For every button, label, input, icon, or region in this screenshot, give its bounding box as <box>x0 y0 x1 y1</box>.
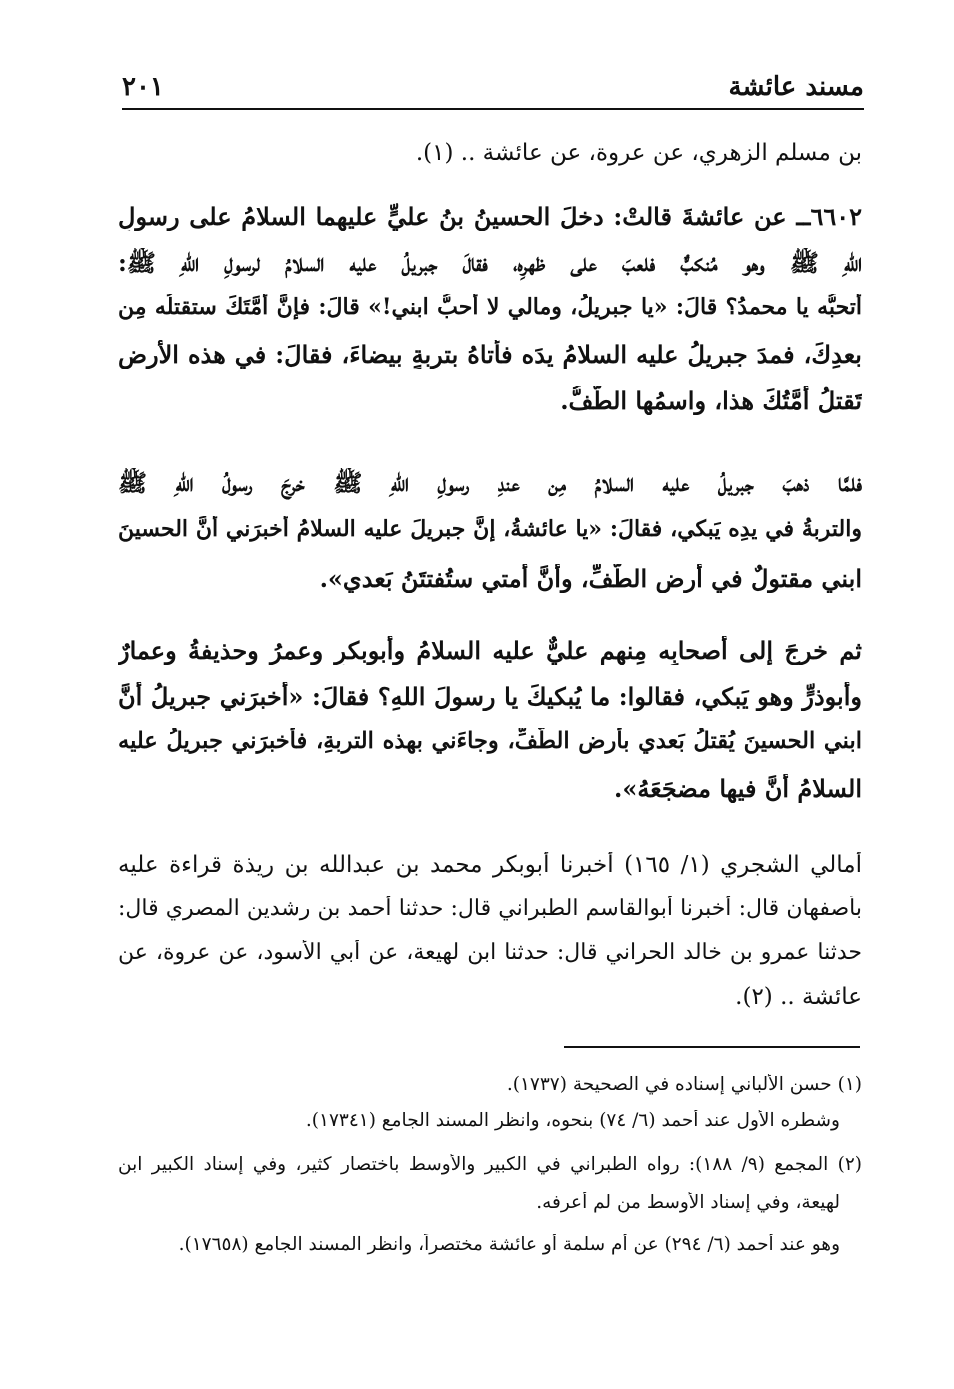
footnote-2-line-2: لهيعة، وفي إسناد الأوسط من لم أعرفه. <box>536 1192 840 1213</box>
page-header <box>122 72 864 106</box>
footnote-separator <box>564 1046 860 1048</box>
footnote-1-line-1: (١) حسن الألباني إسناده في الصحيحة (١٧٣٧). <box>506 1074 862 1095</box>
hadith-line-1: ٦٦٠٢ــ عن عائشةَ قالتْ: دخلَ الحسينُ بنُ عليٍّ عليهما السلامُ على رسولِ <box>118 202 862 231</box>
isnad-line-4: عائشة .. (٢). <box>735 984 862 1010</box>
hadith-p3-line-3: ابني الحسينَ يُقتلُ بَعدي بأرضِ الطَّفِّ، وجاءَني بهذه التربةِ، فأخبرَني جبريلُ عليه <box>118 728 862 754</box>
hadith-p2-line-1: فلمَّا ذهبَ جبريلُ عليه السلامُ مِن عندِ رسولِ اللهِ ﷺ خرجَ رسولُ اللهِ ﷺ <box>118 468 862 497</box>
page-number: ٢٠١ <box>122 72 164 102</box>
hadith-line-4: بعدِكَ، فمدَ جبريلُ عليه السلامُ يدَه فأتاهُ بتربةٍ بيضاءَ، فقالَ: في هذه الأرضِ <box>118 340 862 369</box>
footnote-1-line-2: وشطره الأول عند أحمد (٦/ ٧٤) بنحوه، وانظر المسند الجامع (١٧٣٤١). <box>305 1110 840 1131</box>
intro-line: بن مسلم الزهري، عن عروة، عن عائشة .. (١). <box>415 140 862 166</box>
isnad-line-3: حدثنا عمرو بن خالد الحراني قال: حدثنا ابن لهيعة، عن أبي الأسود، عن عروة، عن <box>118 940 862 965</box>
hadith-p2-line-3: ابني مقتولٌ في أرضِ الطَّفِّ، وأنَّ أُمتي ستُفتتَنُ بَعدي». <box>319 564 862 593</box>
hadith-p2-line-2: والتربةُ في يدِه يَبكي، فقالَ: «يا عائشةُ، إنَّ جبريلَ عليه السلامُ أخبرَني أنَّ الحسينَ <box>118 516 862 542</box>
header-rule <box>122 108 864 110</box>
isnad-line-1: أمالي الشجري (١/ ١٦٥) أخبرنا أبوبكر محمد بن عبدالله بن ريذة قراءة عليه <box>118 852 862 878</box>
footnote-2-line-3: وهو عند أحمد (٦/ ٢٩٤) عن أم سلمة أو عائشة مختصراً، وانظر المسند الجامع (١٧٦٥٨). <box>178 1234 840 1255</box>
hadith-line-5: تَقتلُ أمَّتُكَ هذا، واسمُها الطَّفُّ. <box>560 386 862 415</box>
hadith-line-3: أتحبُّه يا محمدُ؟ قالَ: «يا جبريلُ، ومالي لا أحبُّ ابني!» قالَ: فإنَّ أمَّتَكَ ستقتلُه مِن <box>118 294 862 320</box>
footnote-2-line-1: (٢) المجمع (٩/ ١٨٨): رواه الطبراني في الكبير والأوسط باختصار كثير، وفي إسناد الكبير ابن <box>118 1154 862 1175</box>
running-title: مسند عائشة <box>728 72 864 102</box>
hadith-p3-line-4: السلامُ أنَّ فيها مضجَعَهُ». <box>614 774 862 803</box>
hadith-line-2: اللهِ ﷺ وهو مُنكبٌّ فلعبَ على ظهرِه، فقالَ جبريلُ عليه السلامُ لرسولِ اللهِ ﷺ: <box>118 248 862 277</box>
isnad-line-2: بأصفهان قال: أخبرنا أبوالقاسم الطبراني قال: حدثنا أحمد بن رشدين المصري قال: <box>118 896 862 921</box>
hadith-p3-line-2: وأبوذرٍّ وهو يَبكي، فقالوا: ما يُبكيكَ يا رسولَ اللهِ؟ فقالَ: «أخبرَني جبريلُ أنَّ <box>118 682 862 711</box>
hadith-p3-line-1: ثم خرجَ إلى أصحابِه مِنهم عليٌّ عليه السلامُ وأبوبكرٍ وعمرُ وحذيفةُ وعمارٌ <box>118 636 862 665</box>
